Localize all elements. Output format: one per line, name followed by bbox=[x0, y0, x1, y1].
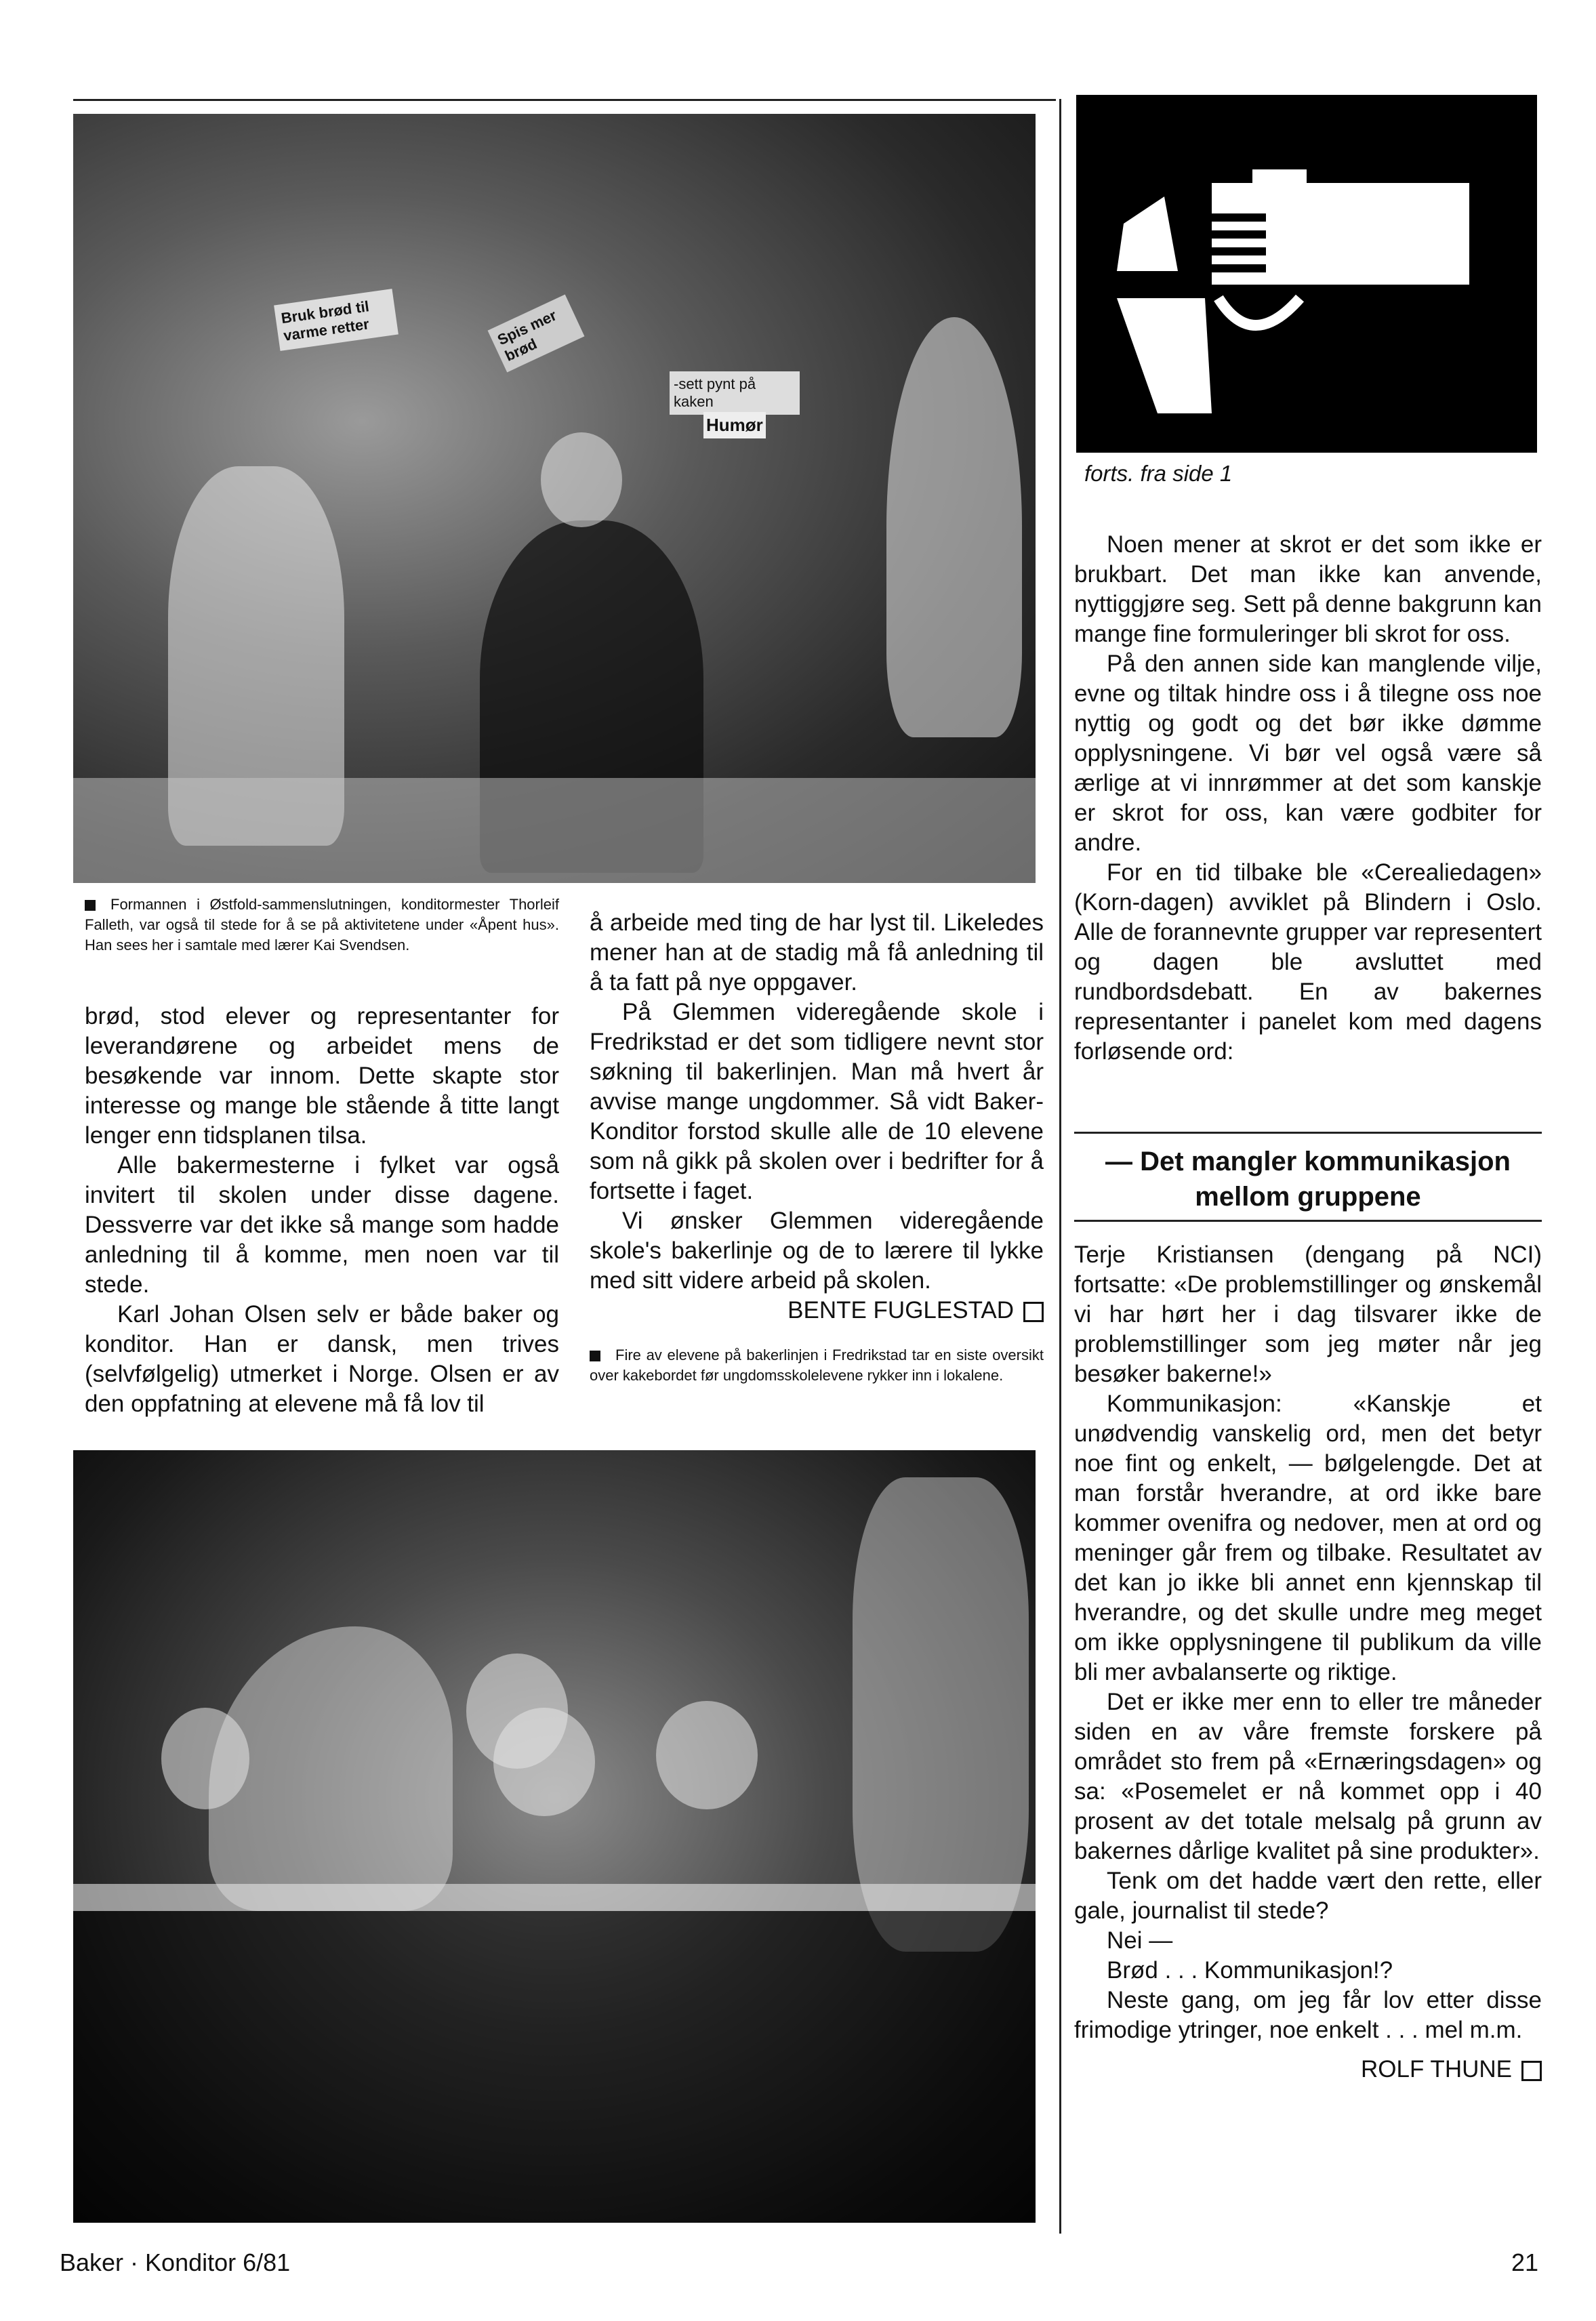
photo-sign: Bruk brød til varme retter bbox=[274, 289, 398, 351]
article-column-3-top bbox=[1074, 530, 1542, 1067]
article-column-1 bbox=[85, 1002, 559, 1419]
bullet-icon bbox=[85, 900, 96, 911]
paragraph: å arbeide med ting de har lyst til. Likeledes mener han at de stadig må få anledning til å ta fatt på nye oppgaver. bbox=[590, 909, 1044, 995]
caption-top: Formannen i Østfold-sammenslutningen, konditormester Thorleif Falleth, var også til stede for å se på aktivitetene under «Åpent hus». Han sees her i samtale med lærer Kai Svendsen. bbox=[85, 896, 559, 953]
paragraph: Noen mener at skrot er det som ikke er brukbart. Det man ikke kan anvende, nyttiggjøre seg. Sett på denne bakgrunn kan mange fine formuleringer bli skrot for oss. bbox=[1074, 531, 1542, 647]
paragraph: Terje Kristiansen (dengang på NCI) fortsatte: «De problemstillinger og ønskemål vi har hørt her i dag tilsvarer ikke de problemstillinger som jeg møter når jeg besøker bakerne!» bbox=[1074, 1241, 1542, 1387]
caption-bottom: Fire av elevene på bakerlinjen i Fredrikstad tar en siste oversikt over kakebordet før ungdomsskolelevene rykker inn i lokalene. bbox=[590, 1347, 1044, 1384]
paragraph: På Glemmen videregående skole i Fredrikstad er det som tidligere nevnt stor søkning til bakerlinjen. Man må hvert år avvise mange ungdommer. Så vidt Baker-Konditor forstod skulle alle de 10 elevene som nå gikk på skolen over i bedrifter for å fortsette i faget. bbox=[590, 999, 1044, 1204]
footer-publication: Baker · Konditor 6/81 bbox=[60, 2248, 291, 2276]
continued-from: forts. fra side 1 bbox=[1084, 461, 1233, 486]
article-column-2 bbox=[590, 908, 1044, 1326]
heading-rule-top bbox=[1074, 1132, 1542, 1134]
paragraph: For en tid tilbake ble «Cerealiedagen» (Korn-dagen) avviklet på Blindern i Oslo. Alle de forannevnte grupper var representert og dagen ble avsluttet med rundbordsdebatt. En av bakernes representanter i panelet kom med dagens forløsende ord: bbox=[1074, 859, 1542, 1065]
byline: ROLF THUNE bbox=[1074, 2055, 1542, 2084]
paragraph: Alle bakermesterne i fylket var også invitert til skolen under disse dagene. Dessverre var det ikke så mange som hadde anledning til å komme, men noen var til stede. bbox=[85, 1152, 559, 1298]
top-rule bbox=[73, 99, 1056, 101]
pistol-logo-icon bbox=[1076, 95, 1537, 453]
end-mark-icon bbox=[1023, 1302, 1044, 1322]
photo-bakery-display bbox=[73, 114, 1036, 883]
paragraph: Kommunikasjon: «Kanskje et unødvendig vanskelig ord, men det betyr noe fint og enkelt, — bølgelengde. Det at man forstår hverandre, at ord ikke bare kommer ovenifra og nedover, men at ord og meninger går frem og tilbake. Resultatet av det kan jo ikke bli annet enn kjennskap til hverandre, og det skulle undre meg meget om ikke opplysningene til publikum da ville bli mer avbalanserte og riktige. bbox=[1074, 1391, 1542, 1685]
paragraph: Karl Johan Olsen selv er både baker og konditor. Han er dansk, men trives (selvfølgelig) utmerket i Norge. Olsen er av den oppfatning at elevene må få lov til bbox=[85, 1301, 559, 1417]
bullet-icon bbox=[590, 1351, 600, 1361]
paragraph: Nei — bbox=[1107, 1927, 1173, 1954]
photo-sign: -sett pynt på kaken bbox=[670, 371, 800, 415]
article-column-3-bottom bbox=[1074, 1240, 1542, 2084]
photo-students-cake-table bbox=[73, 1450, 1036, 2223]
heading-rule-bottom bbox=[1074, 1220, 1542, 1222]
paragraph: Neste gang, om jeg får lov etter disse frimodige ytringer, noe enkelt . . . mel m.m. bbox=[1074, 1987, 1542, 2043]
paragraph: På den annen side kan manglende vilje, evne og tiltak hindre oss i å tilegne oss noe nyttig og godt og det bør ikke dømme opplysningene. Vi bør vel også være så ærlige at vi innrømmer at det som kanskje er skrot for oss, kan være godbiter for andre. bbox=[1074, 651, 1542, 856]
end-mark-icon bbox=[1521, 2061, 1542, 2081]
page-number: 21 bbox=[1511, 2248, 1539, 2276]
column-divider bbox=[1059, 99, 1061, 2234]
paragraph: Tenk om det hadde vært den rette, eller gale, journalist til stede? bbox=[1074, 1868, 1542, 1924]
paragraph: Brød . . . Kommunikasjon!? bbox=[1107, 1957, 1393, 1984]
paragraph: brød, stod elever og representanter for leverandørene og arbeidet mens de besøkende var innom. Dette skapte stor interesse og mange ble stående å titte langt lenger enn tidsplanen tilsa. bbox=[85, 1003, 559, 1149]
photo-sign: Humør bbox=[703, 412, 766, 438]
paragraph: Det er ikke mer enn to eller tre måneder siden en av våre fremste forskere på området sto frem på «Ernæringsdagen» og sa: «Posemelet er nå kommet opp i 40 prosent av det totale melsalg på grunn av bakernes dårlige kvalitet på sine produkter». bbox=[1074, 1689, 1542, 1864]
byline: BENTE FUGLESTAD bbox=[590, 1296, 1044, 1326]
paragraph: Vi ønsker Glemmen videregående skole's bakerlinje og de to lærere til lykke med sitt videre arbeid på skolen. bbox=[590, 1208, 1044, 1294]
section-heading: — Det mangler kommunikasjon mellom gruppene bbox=[1105, 1147, 1511, 1212]
photo-sign: Spis mer brød bbox=[488, 295, 585, 373]
